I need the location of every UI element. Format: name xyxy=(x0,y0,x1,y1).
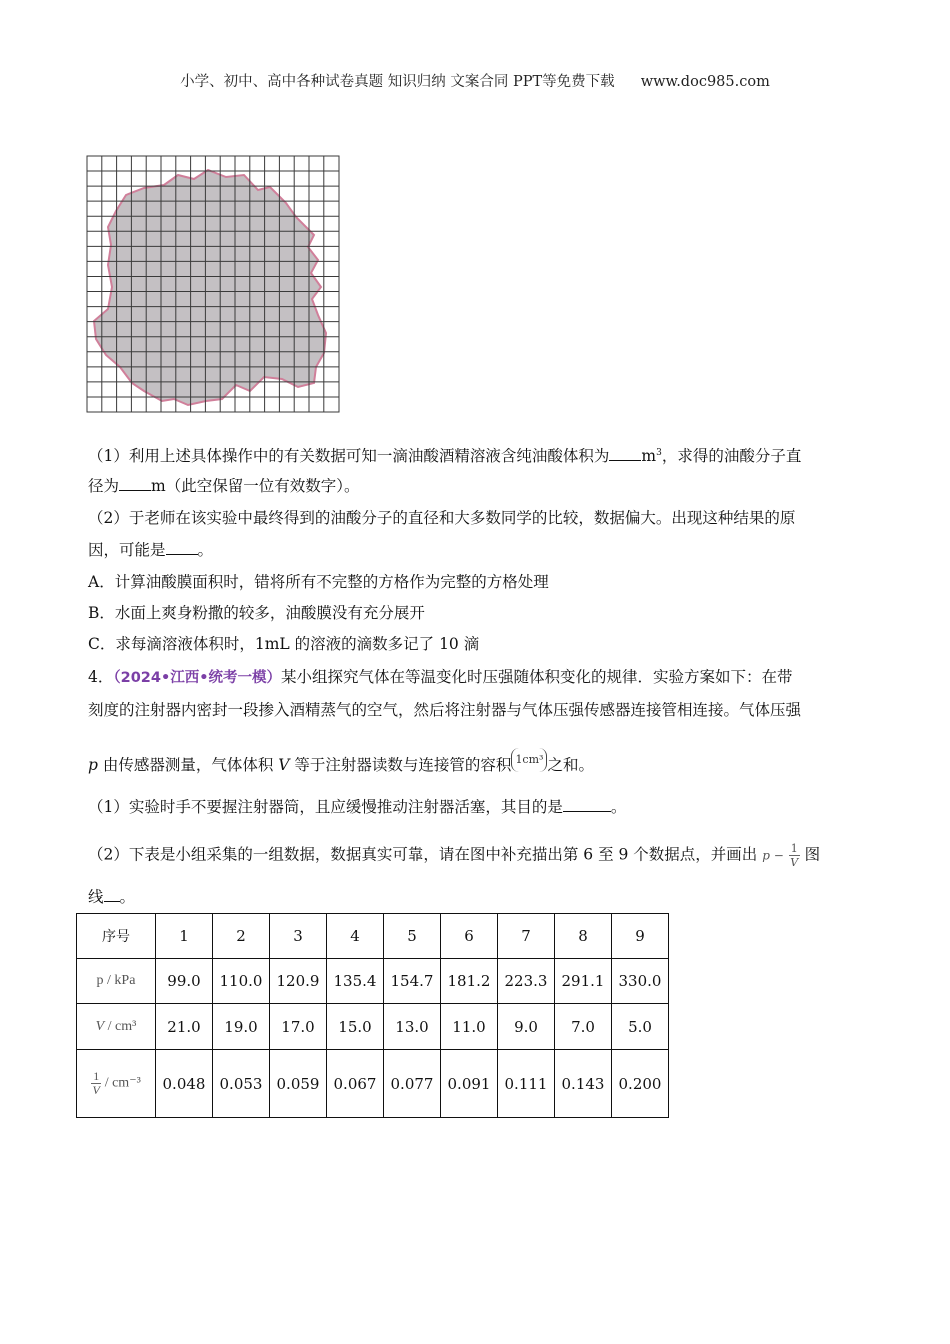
expr-p: p − xyxy=(762,848,784,863)
table-cell: 0.053 xyxy=(213,1050,270,1118)
option-c: C．求每滴溶液体积时，1mL 的溶液的滴数多记了 10 滴 xyxy=(88,635,480,653)
q3-p1a-text: （1）利用上述具体操作中的有关数据可知一滴油酸酒精溶液含纯油酸体积为 xyxy=(88,447,610,466)
table-cell: 0.048 xyxy=(156,1050,213,1118)
option-b: B．水面上爽身粉撒的较多，油酸膜没有充分展开 xyxy=(88,604,425,622)
q3-p2b-text: 因，可能是 xyxy=(88,541,166,559)
q4-intro3c: 之和。 xyxy=(547,756,594,774)
table-cell: 120.9 xyxy=(270,959,327,1004)
frac-num: 1 xyxy=(790,842,798,855)
unit-m: m xyxy=(641,447,657,466)
header-site: www.doc985.com xyxy=(640,74,770,90)
question-number: 4． xyxy=(88,668,114,686)
table-cell: 0.059 xyxy=(270,1050,327,1118)
header-text: 小学、初中、高中各种试卷真题 知识归纳 文案合同 PPT等免费下载 xyxy=(180,74,615,90)
connector-volume: 1cm³ xyxy=(511,748,547,772)
q4-part2-line1 xyxy=(88,842,820,869)
q4-p1-text: （1）实验时手不要握注射器筒，且应缓慢推动注射器活塞，其目的是 xyxy=(88,798,563,816)
q4-intro3b: 等于注射器读数与连接管的容积 xyxy=(289,756,512,774)
row-header xyxy=(77,1050,156,1118)
q3-part2-line1 xyxy=(88,508,795,528)
q4-intro-line1 xyxy=(88,667,793,688)
table-cell: 9.0 xyxy=(498,1004,555,1050)
data-table xyxy=(76,913,669,1118)
table-cell: 0.111 xyxy=(498,1050,555,1118)
unit-text: / cm⁻³ xyxy=(101,1075,141,1091)
table-row-pressure xyxy=(77,959,669,1004)
table-cell: 5 xyxy=(384,914,441,959)
q3-p1b-tail: m（此空保留一位有效数字）。 xyxy=(151,477,360,495)
row-header xyxy=(77,1004,156,1050)
frac-den: V xyxy=(790,856,799,869)
table-cell: 0.067 xyxy=(327,1050,384,1118)
symbol-v: V xyxy=(278,756,290,774)
q4-p1-tail: 。 xyxy=(610,798,627,816)
oil-film-shape xyxy=(94,170,326,405)
q4-p2b-tail: 。 xyxy=(119,888,136,906)
option-a: A．计算油酸膜面积时，错将所有不完整的方格作为完整的方格处理 xyxy=(88,573,549,591)
table-cell: 0.091 xyxy=(441,1050,498,1118)
table-cell: 21.0 xyxy=(156,1004,213,1050)
row-header: p / kPa xyxy=(77,959,156,1004)
answer-blank[interactable] xyxy=(119,476,151,491)
q4-p2b-text: 线 xyxy=(88,888,104,906)
answer-blank[interactable] xyxy=(166,540,198,555)
q4-intro3a: 由传感器测量，气体体积 xyxy=(97,756,279,774)
table-row-index xyxy=(77,914,669,959)
q4-intro-line2: 刻度的注射器内密封一段掺入酒精蒸气的空气，然后将注射器与气体压强传感器连接管相连接。气体压强 xyxy=(88,701,802,719)
q3-p2b-tail: 。 xyxy=(197,541,214,559)
table-cell: 0.077 xyxy=(384,1050,441,1118)
table-cell: 135.4 xyxy=(327,959,384,1004)
table-cell: 4 xyxy=(327,914,384,959)
frac-num: 1 xyxy=(93,1069,100,1083)
table-cell: 99.0 xyxy=(156,959,213,1004)
symbol-p: p xyxy=(88,756,98,774)
table-cell: 0.200 xyxy=(612,1050,669,1118)
table-cell: 7.0 xyxy=(555,1004,612,1050)
q3-part1-line2 xyxy=(88,476,359,496)
q4-part2-line2 xyxy=(88,887,135,907)
q4-p2-tail: 图 xyxy=(804,845,821,864)
table-row-inverse-volume xyxy=(77,1050,669,1118)
table-row-volume xyxy=(77,1004,669,1050)
table-cell: 11.0 xyxy=(441,1004,498,1050)
table-cell: 8 xyxy=(555,914,612,959)
q3-p1b-text: 径为 xyxy=(88,477,120,495)
answer-blank[interactable] xyxy=(609,446,641,461)
table-cell: 19.0 xyxy=(213,1004,270,1050)
table-cell: 181.2 xyxy=(441,959,498,1004)
table-cell: 6 xyxy=(441,914,498,959)
page-header xyxy=(0,70,950,91)
answer-blank[interactable] xyxy=(563,797,611,812)
answer-blank[interactable] xyxy=(104,887,120,902)
table-cell: 110.0 xyxy=(213,959,270,1004)
table-cell: 291.1 xyxy=(555,959,612,1004)
table-cell: 15.0 xyxy=(327,1004,384,1050)
unit-sup: 3 xyxy=(656,448,662,458)
q3-part1-line1 xyxy=(88,443,801,466)
table-cell: 1 xyxy=(156,914,213,959)
question-source: （2024•江西•统考一模） xyxy=(113,670,282,686)
table-cell: 13.0 xyxy=(384,1004,441,1050)
frac-den: V xyxy=(92,1083,100,1097)
table-cell: 330.0 xyxy=(612,959,669,1004)
table-cell: 9 xyxy=(612,914,669,959)
row-header: 序号 xyxy=(77,914,156,959)
table-cell: 2 xyxy=(213,914,270,959)
q4-intro-line3 xyxy=(88,748,594,775)
oil-film-grid-svg xyxy=(86,155,340,413)
q3-p1a-tail: ，求得的油酸分子直 xyxy=(661,447,802,466)
symbol-v: V xyxy=(95,1018,105,1034)
table-cell: 17.0 xyxy=(270,1004,327,1050)
fraction-1-over-v xyxy=(789,842,800,869)
table-cell: 3 xyxy=(270,914,327,959)
table-cell: 223.3 xyxy=(498,959,555,1004)
table-cell: 0.143 xyxy=(555,1050,612,1118)
oil-film-grid-figure xyxy=(86,155,340,413)
fraction-1-over-v xyxy=(91,1070,101,1097)
q4-p2a-text: （2）下表是小组采集的一组数据，数据真实可靠，请在图中补充描出第 6 至 9 个数据点，并画出 xyxy=(88,845,758,864)
table-cell: 7 xyxy=(498,914,555,959)
table-cell: 154.7 xyxy=(384,959,441,1004)
q3-p2a-text: （2）于老师在该实验中最终得到的油酸分子的直径和大多数同学的比较，数据偏大。出现这种结果的原 xyxy=(88,509,796,527)
table-cell: 5.0 xyxy=(612,1004,669,1050)
q3-part2-line2 xyxy=(88,540,213,560)
q4-part1 xyxy=(88,797,626,817)
unit-text: / cm³ xyxy=(104,1018,137,1034)
q4-intro1: 某小组探究气体在等温变化时压强随体积变化的规律．实验方案如下：在带 xyxy=(281,668,793,686)
